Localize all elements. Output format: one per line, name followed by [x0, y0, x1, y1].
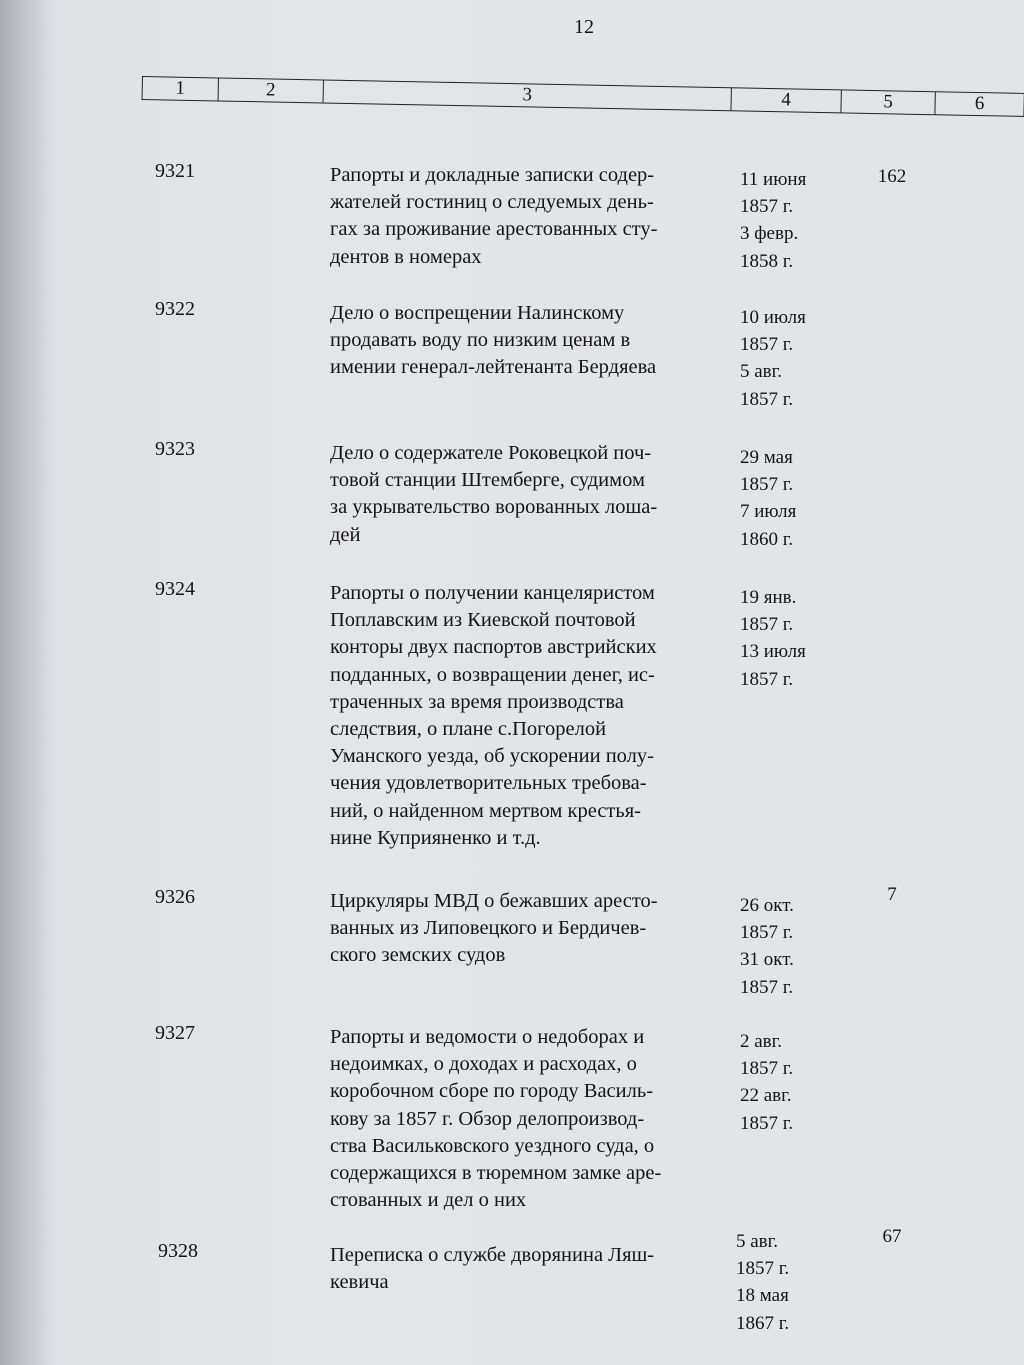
record-dates: [740, 166, 806, 275]
description-line: нине Куприяненко и т.д.: [330, 826, 541, 849]
description-line: имении генерал-лейтенанта Бердяева: [330, 356, 657, 379]
record-sheets: 162: [877, 166, 907, 187]
date-line: 22 авг.: [740, 1085, 792, 1107]
date-line: 1857 г.: [740, 1112, 794, 1134]
description-line: Рапорты и докладные записки содер-: [330, 164, 655, 186]
description-line: Рапорты о получении канцеляристом: [330, 582, 655, 604]
date-line: 1867 г.: [736, 1312, 790, 1334]
description-line: чения удовлетворительных требова-: [330, 772, 647, 795]
record-number: 9322: [155, 298, 195, 320]
description-line: за укрывательство ворованных лоша-: [330, 496, 658, 519]
description-line: жателей гостиниц о следуемых день-: [330, 191, 654, 214]
date-line: 1857 г.: [740, 668, 794, 690]
description-line: ства Васильковского уездного суда, о: [330, 1134, 655, 1157]
date-line: 26 окт.: [740, 895, 794, 916]
record-number: 9326: [155, 886, 195, 908]
record-description: [330, 300, 720, 382]
record-description: [330, 440, 720, 549]
description-line: траченных за время производства: [330, 690, 624, 713]
record-description: [330, 580, 720, 852]
date-line: 1857 г.: [740, 196, 794, 218]
record-number: 9324: [155, 578, 195, 600]
description-line: дентов в номерах: [330, 245, 482, 268]
description-line: содержащихся в тюремном замке аре-: [330, 1162, 662, 1185]
description-line: продавать воду по низким ценам в: [330, 329, 631, 352]
record-dates: [740, 584, 806, 693]
description-line: подданных, о возвращении денег, ис-: [330, 663, 655, 686]
record-dates: [740, 892, 794, 1001]
record-description: [330, 1242, 720, 1296]
description-line: следствия, о плане с.Погорелой: [330, 718, 607, 741]
header-col-6: 6: [934, 91, 1024, 117]
date-line: 11 июня: [740, 169, 807, 190]
date-line: 1857 г.: [740, 1058, 794, 1080]
record-description: [330, 162, 720, 271]
description-line: кевича: [330, 1271, 389, 1294]
record-number: 9328: [158, 1240, 198, 1262]
record-dates: [740, 1028, 793, 1137]
header-col-3: 3: [323, 79, 731, 111]
record-sheets: 7: [887, 884, 897, 905]
date-line: 19 янв.: [740, 587, 797, 608]
date-line: 2 авг.: [740, 1031, 783, 1052]
record-dates: [740, 304, 806, 413]
date-line: 29 мая: [740, 447, 793, 468]
date-line: 13 июля: [740, 641, 806, 663]
description-line: Переписка о службе дворянина Ляш-: [330, 1244, 655, 1266]
record-number: 9321: [155, 160, 195, 182]
date-line: 18 мая: [736, 1285, 789, 1307]
header-col-2: 2: [218, 77, 323, 103]
date-line: 1857 г.: [740, 922, 794, 944]
header-col-5: 5: [840, 89, 934, 115]
description-line: ского земских судов: [330, 944, 506, 967]
record-dates: [736, 1228, 789, 1337]
description-line: ванных из Липовецкого и Бердичев-: [330, 917, 647, 940]
description-line: Рапорты и ведомости о недоборах и: [330, 1026, 645, 1048]
description-line: гах за проживание арестованных сту-: [330, 218, 658, 241]
description-line: Дело о содержателе Роковецкой поч-: [330, 442, 652, 464]
description-line: кову за 1857 г. Обзор делопроизвод-: [330, 1107, 645, 1130]
date-line: 1857 г.: [740, 614, 794, 636]
date-line: 31 окт.: [740, 949, 794, 971]
date-line: 1860 г.: [740, 528, 794, 550]
date-line: 1857 г.: [740, 474, 794, 496]
description-line: конторы двух паспортов австрийских: [330, 636, 657, 659]
page-number: 12: [574, 16, 594, 38]
record-description: [330, 1024, 720, 1214]
date-line: 3 февр.: [740, 223, 799, 245]
description-line: Циркуляры МВД о бежавших аресто-: [330, 890, 658, 912]
date-line: 1857 г.: [740, 976, 794, 998]
record-sheets: 67: [882, 1226, 902, 1247]
date-line: 1857 г.: [740, 334, 794, 356]
date-line: 5 авг.: [740, 361, 783, 383]
header-col-4: 4: [730, 87, 840, 113]
description-line: коробочном сборе по городу Василь-: [330, 1080, 654, 1103]
header-col-1: 1: [142, 76, 218, 101]
description-line: товой станции Штемберге, судимом: [330, 469, 645, 492]
record-number: 9327: [155, 1022, 195, 1044]
date-line: 10 июля: [740, 307, 806, 328]
description-line: стованных и дел о них: [330, 1189, 527, 1212]
description-line: недоимках, о доходах и расходах, о: [330, 1053, 637, 1076]
date-line: 1857 г.: [740, 388, 794, 410]
description-line: дей: [330, 523, 361, 546]
date-line: 1858 г.: [740, 250, 794, 272]
record-number: 9323: [155, 438, 195, 460]
date-line: 5 авг.: [736, 1231, 779, 1252]
description-line: Поплавским из Киевской почтовой: [330, 609, 636, 632]
date-line: 1857 г.: [736, 1258, 790, 1280]
description-line: Дело о воспрещении Налинскому: [330, 302, 625, 324]
description-line: ний, о найденном мертвом крестья-: [330, 799, 641, 822]
description-line: Уманского уезда, об ускорении полу-: [330, 745, 654, 768]
record-description: [330, 888, 720, 970]
record-dates: [740, 444, 796, 553]
date-line: 7 июля: [740, 501, 797, 523]
